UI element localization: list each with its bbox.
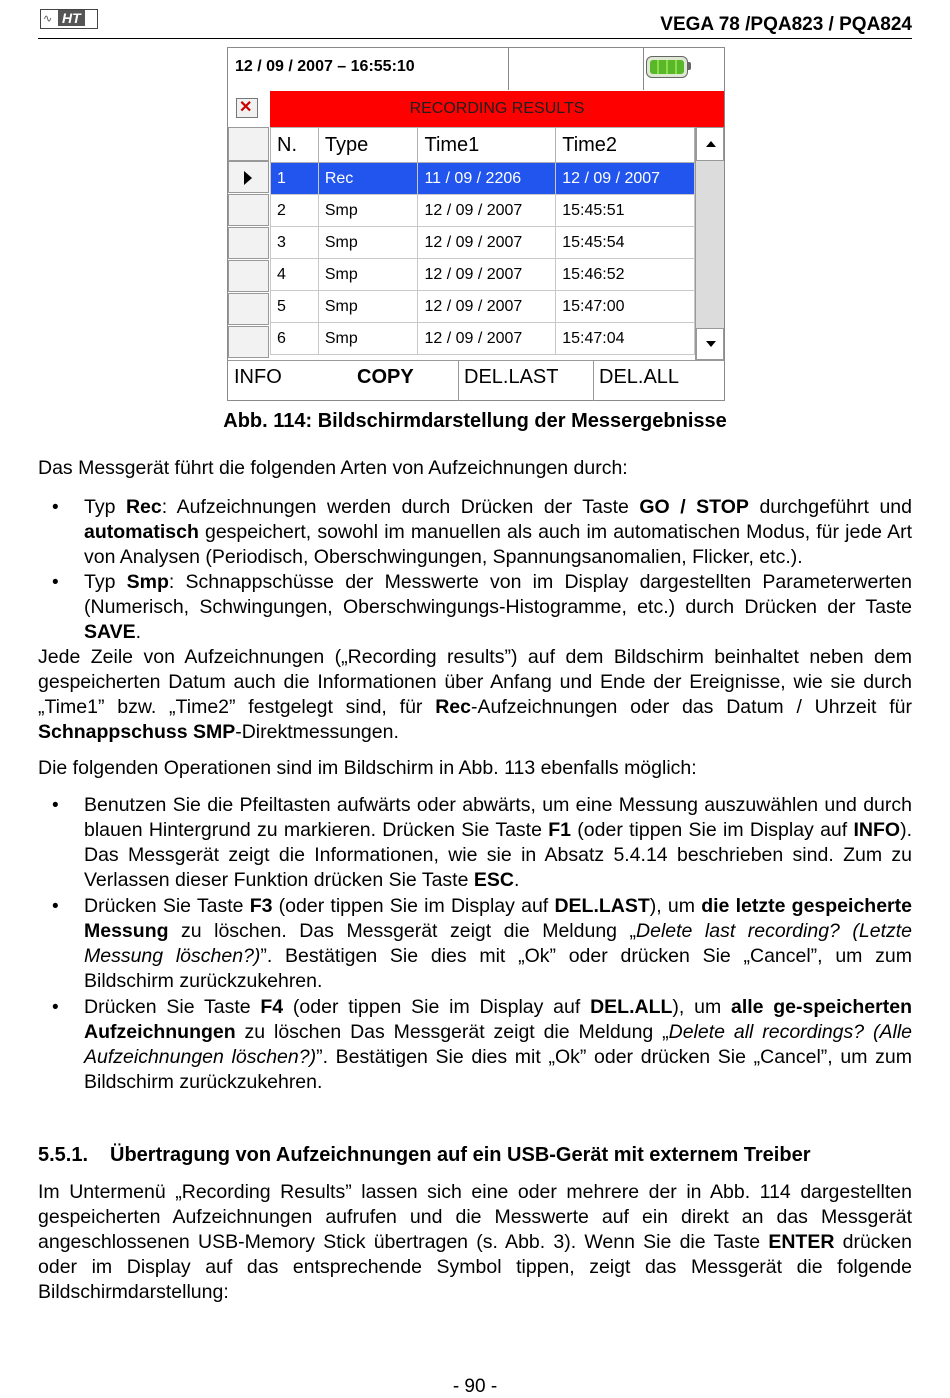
table-cell: 6	[271, 323, 319, 355]
table-cell: 12 / 09 / 2007	[418, 291, 556, 323]
table-cell: 12 / 09 / 2007	[556, 163, 695, 195]
table-cell: Rec	[318, 163, 418, 195]
battery-full-icon	[646, 56, 694, 78]
table-cell: Smp	[318, 195, 418, 227]
table-cell: 12 / 09 / 2007	[418, 227, 556, 259]
status-bar	[228, 48, 724, 90]
logo-text: HT	[58, 10, 85, 26]
column-header-time1: Time1	[418, 128, 556, 163]
section-number: 5.5.1.	[38, 1144, 89, 1166]
datetime-display: 12 / 09 / 2007 – 16:55:10	[235, 58, 415, 75]
scroll-up-button[interactable]	[696, 127, 724, 161]
selected-row-arrow-icon	[244, 171, 252, 185]
table-row[interactable]	[271, 227, 695, 259]
table-cell: Smp	[318, 323, 418, 355]
table-cell: 1	[271, 163, 319, 195]
record-types-list	[38, 495, 912, 1095]
list-item: • Drücken Sie Taste F4 (oder tippen Sie im Display auf DEL.ALL), um alle ge-speicherten Aufzeichnungen zu löschen Das Messgerät zeigt die Meldung „Delete all recordings? (Alle Aufzeichnungen löschen?)”. Bestätigen Sie dies mit „Ok” oder drücken Sie „Cancel”, um zum Bildschirm zurückzukehren.	[38, 995, 912, 1095]
table-cell: 12 / 09 / 2007	[418, 259, 556, 291]
row-selector-5[interactable]	[228, 293, 269, 325]
screen-title: RECORDING RESULTS	[409, 100, 585, 117]
table-row[interactable]	[271, 291, 695, 323]
header-divider	[38, 38, 912, 39]
table-cell: 15:45:51	[556, 195, 695, 227]
section-heading	[38, 1144, 810, 1167]
column-header-type: Type	[318, 128, 418, 163]
table-row[interactable]	[271, 323, 695, 355]
figure-caption: Abb. 114: Bildschirmdarstellung der Messergebnisse	[223, 410, 727, 432]
body-paragraph: Im Untermenü „Recording Results” lassen sich eine oder mehrere der in Abb. 114 dargestellten gespeicherten Aufzeichnungen aufrufen und die Messwerte auf ein direkt an das Messgerät angeschlossenen USB-Memory Stick übertragen (s. Abb. 3). Wenn Sie die Taste ENTER drücken oder im Display auf das entsprechende Symbol tippen, zeigt das Messgerät die folgende Bildschirmdarstellung:	[38, 1181, 913, 1303]
table-cell: 3	[271, 227, 319, 259]
table-cell: 15:46:52	[556, 259, 695, 291]
section-paragraph	[38, 1180, 912, 1305]
table-cell: 15:47:04	[556, 323, 695, 355]
arrow-up-icon	[706, 141, 716, 147]
intro-paragraph	[38, 456, 912, 481]
arrow-down-icon	[706, 341, 716, 347]
copy-softkey[interactable]: COPY	[357, 366, 414, 388]
list-item: • Typ Smp: Schnappschüsse der Messwerte von im Display dargestellten Parameterwerten (Numerisch, Schwingungen, Oberschwingungs-Histogramme, etc.) durch Drücken der Taste SAVE.	[38, 570, 912, 645]
info-softkey[interactable]: INFO	[234, 366, 282, 388]
table-row-selected[interactable]	[271, 163, 695, 195]
scroll-track[interactable]	[696, 161, 724, 326]
table-cell: 15:47:00	[556, 291, 695, 323]
softkey-bar	[228, 360, 724, 401]
table-row[interactable]	[271, 259, 695, 291]
table-row[interactable]	[271, 195, 695, 227]
list-item: • Benutzen Sie die Pfeiltasten aufwärts oder abwärts, um eine Messung auszuwählen und durch blauen Hintergrund zu markieren. Drücken Sie Taste F1 (oder tippen Sie im Display auf INFO). Das Messgerät zeigt die Informationen, wie sie in Absatz 5.4.14 beschrieben sind. Zum zu Verlassen dieser Funktion drücken Sie Taste ESC.	[38, 793, 912, 893]
document-model-title: VEGA 78 /PQA823 / PQA824	[660, 14, 912, 35]
selector-header	[228, 127, 269, 161]
list-item: • Typ Rec: Aufzeichnungen werden durch Drücken der Taste GO / STOP durchgeführt und automatisch gespeichert, sowohl im manuellen als auch im automatischen Modus, für jede Art von Analysen (Periodisch, Oberschwingungen, Spannungsanomalien, Flicker, etc.).	[38, 495, 912, 570]
table-cell: 5	[271, 291, 319, 323]
table-cell: 12 / 09 / 2007	[418, 195, 556, 227]
del-all-softkey[interactable]: DEL.ALL	[599, 366, 680, 388]
table-cell: 12 / 09 / 2007	[418, 323, 556, 355]
scrollbar[interactable]	[695, 127, 724, 360]
scroll-down-button[interactable]	[696, 328, 724, 360]
column-header-time2: Time2	[556, 128, 695, 163]
table-cell: 15:45:54	[556, 227, 695, 259]
row-selector-3[interactable]	[228, 227, 269, 259]
title-bar	[270, 91, 724, 127]
column-header-number: N.	[271, 128, 319, 163]
table-cell: 4	[271, 259, 319, 291]
row-selector-1[interactable]	[228, 161, 269, 193]
section-title: Übertragung von Aufzeichnungen auf ein USB-Gerät mit externem Treiber	[110, 1144, 811, 1166]
row-selector-column	[228, 127, 270, 360]
page-number: - 90 -	[452, 1376, 498, 1397]
ht-logo	[40, 9, 96, 29]
wave-icon: ∿	[43, 13, 53, 25]
table-cell: 2	[271, 195, 319, 227]
body-paragraph: Jede Zeile von Aufzeichnungen („Recording results”) auf dem Bildschirm beinhaltet neben dem gespeicherten Datum auch die Informationen über Anfang und Ende der Ereignisse, wie sie durch „Time1” bzw. „Time2” festgelegt sind, für Rec-Aufzeichnungen oder das Datum / Uhrzeit für Schnappschuss SMP-Direktmessungen.	[38, 646, 912, 743]
table-cell: Smp	[318, 291, 418, 323]
table-cell: 11 / 09 / 2206	[418, 163, 556, 195]
intro-text: Das Messgerät führt die folgenden Arten von Aufzeichnungen durch:	[38, 457, 628, 479]
recordings-table	[270, 127, 695, 355]
list-item: • Drücken Sie Taste F3 (oder tippen Sie im Display auf DEL.LAST), um die letzte gespeicherte Messung zu löschen. Das Messgerät zeigt die Meldung „Delete last recording? (Letzte Messung löschen?)”. Bestätigen Sie dies mit „Ok” oder drücken Sie „Cancel”, um zum Bildschirm zurückzukehren.	[38, 894, 912, 994]
table-header-row	[271, 128, 695, 163]
row-selector-6[interactable]	[228, 326, 269, 358]
row-selector-4[interactable]	[228, 260, 269, 292]
table-cell: Smp	[318, 227, 418, 259]
body-paragraph: Die folgenden Operationen sind im Bildschirm in Abb. 113 ebenfalls möglich:	[38, 757, 697, 779]
close-icon[interactable]: ✕	[236, 98, 258, 118]
device-screen	[227, 47, 725, 401]
row-selector-2[interactable]	[228, 194, 269, 226]
del-last-softkey[interactable]: DEL.LAST	[464, 366, 559, 388]
table-cell: Smp	[318, 259, 418, 291]
